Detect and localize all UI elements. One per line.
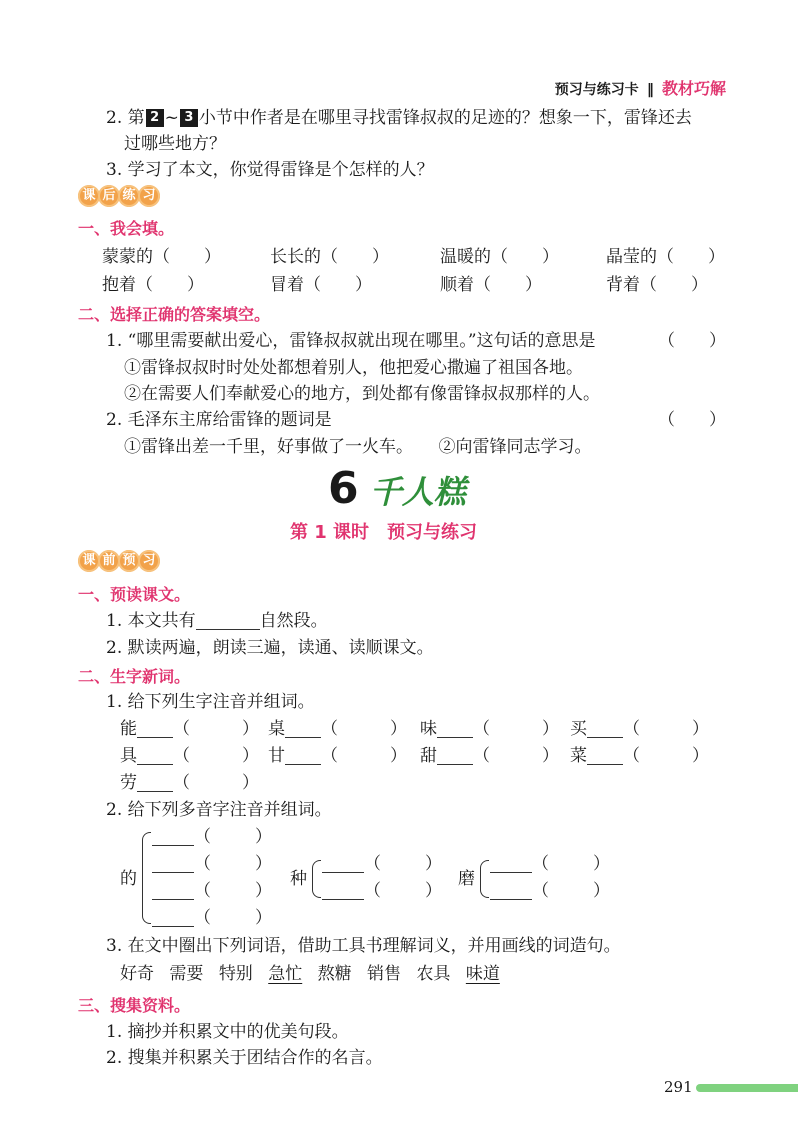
char-item[interactable]: 买 （ ） bbox=[570, 719, 709, 739]
poly-char: 的 bbox=[120, 869, 137, 889]
poly-entry[interactable]: （ ） bbox=[152, 907, 272, 929]
fill-item[interactable]: 抱着（ ） bbox=[102, 275, 204, 295]
part-3-title: 三、搜集资料。 bbox=[78, 996, 191, 1015]
char-item[interactable]: 甘 （ ） bbox=[268, 746, 407, 766]
poly-char: 磨 bbox=[458, 869, 475, 889]
word: 需要 bbox=[169, 964, 204, 984]
word-underlined: 味道 bbox=[465, 964, 500, 984]
after-class-tag: 课 后 练 习 bbox=[78, 184, 158, 208]
part-2-line2: 2. 给下列多音字注音并组词。 bbox=[106, 800, 332, 820]
word: 农具 bbox=[416, 964, 451, 984]
brace bbox=[142, 832, 151, 924]
part-3-line2: 2. 搜集并积累关于团结合作的名言。 bbox=[106, 1048, 383, 1068]
part-1-title: 一、预读课文。 bbox=[78, 585, 191, 604]
poly-entry[interactable]: （ ） bbox=[322, 880, 442, 902]
char-item[interactable]: 具 （ ） bbox=[120, 746, 259, 766]
char-item[interactable]: 劳 （ ） bbox=[120, 773, 259, 793]
question-2: 2. 第 2 ~ 3 小节中作者是在哪里寻找雷锋叔叔的足迹的？想象一下，雷锋还去 bbox=[106, 108, 692, 128]
word-list bbox=[120, 963, 500, 985]
part-2-line3: 3. 在文中圈出下列词语，借助工具书理解词义，并用画线的词造句。 bbox=[106, 936, 621, 956]
char-item[interactable]: 能 （ ） bbox=[120, 719, 259, 739]
word: 特别 bbox=[218, 964, 253, 984]
word-underlined: 急忙 bbox=[268, 964, 303, 984]
header-right: 教材巧解 bbox=[661, 79, 726, 98]
part-2-line1: 1. 给下列生字注音并组词。 bbox=[106, 692, 315, 712]
header-separator: ‖ bbox=[646, 82, 654, 98]
answer-paren[interactable]: （ ） bbox=[658, 331, 726, 351]
choice-q2-options: ①雷锋出差一千里，好事做了一火车。 ②向雷锋同志学习。 bbox=[124, 437, 592, 457]
question-2-line2: 过哪些地方？ bbox=[124, 134, 226, 154]
char-item[interactable]: 甜 （ ） bbox=[420, 746, 559, 766]
choice-q1-option1: ①雷锋叔叔时时处处都想着别人，他把爱心撒遍了祖国各地。 bbox=[124, 358, 583, 378]
word: 熬糖 bbox=[317, 964, 352, 984]
brace bbox=[480, 860, 489, 898]
fill-item[interactable]: 冒着（ ） bbox=[270, 275, 372, 295]
poly-char: 种 bbox=[290, 869, 307, 889]
poly-entry[interactable]: （ ） bbox=[152, 826, 272, 848]
fill-item[interactable]: 背着（ ） bbox=[606, 275, 708, 295]
poly-entry[interactable]: （ ） bbox=[490, 853, 610, 875]
answer-paren[interactable]: （ ） bbox=[658, 410, 726, 430]
lesson-title bbox=[328, 463, 466, 514]
choice-q1: 1. “哪里需要献出爱心，雷锋叔叔就出现在哪里。”这句话的意思是 bbox=[106, 331, 596, 351]
fill-item[interactable]: 温暖的（ ） bbox=[440, 247, 559, 267]
header-left: 预习与练习卡 bbox=[554, 82, 639, 98]
char-item[interactable]: 桌 （ ） bbox=[268, 719, 407, 739]
badge-2: 2 bbox=[146, 109, 164, 127]
part-2-title: 二、生字新词。 bbox=[78, 667, 191, 686]
badge-3: 3 bbox=[180, 109, 198, 127]
part-3-line1: 1. 摘抄并积累文中的优美句段。 bbox=[106, 1022, 349, 1042]
word: 好奇 bbox=[120, 964, 154, 984]
section-2-title: 二、选择正确的答案填空。 bbox=[78, 305, 271, 324]
choice-q1-option2: ②在需要人们奉献爱心的地方，到处都有像雷锋叔叔那样的人。 bbox=[124, 384, 600, 404]
fill-item[interactable]: 长长的（ ） bbox=[270, 247, 389, 267]
poly-entry[interactable]: （ ） bbox=[152, 853, 272, 875]
lesson-subtitle: 第 1 课时 预习与练习 bbox=[290, 522, 478, 543]
lesson-number: 6 bbox=[328, 463, 359, 514]
part-1-line1: 1. 本文共有 自然段。 bbox=[106, 611, 328, 631]
word: 销售 bbox=[367, 964, 402, 984]
page-bar bbox=[696, 1084, 798, 1092]
char-item[interactable]: 菜 （ ） bbox=[570, 746, 709, 766]
char-item[interactable]: 味 （ ） bbox=[420, 719, 559, 739]
lesson-name: 千人糕 bbox=[369, 473, 466, 511]
answer-blank[interactable] bbox=[196, 611, 260, 630]
fill-item[interactable]: 蒙蒙的（ ） bbox=[102, 247, 221, 267]
fill-item[interactable]: 晶莹的（ ） bbox=[606, 247, 725, 267]
section-1-title: 一、我会填。 bbox=[78, 219, 175, 238]
poly-entry[interactable]: （ ） bbox=[490, 880, 610, 902]
brace bbox=[312, 860, 321, 898]
question-3: 3. 学习了本文，你觉得雷锋是个怎样的人？ bbox=[106, 160, 434, 180]
fill-item[interactable]: 顺着（ ） bbox=[440, 275, 542, 295]
pre-class-tag: 课 前 预 习 bbox=[78, 549, 158, 573]
choice-q2: 2. 毛泽东主席给雷锋的题词是 bbox=[106, 410, 332, 430]
poly-entry[interactable]: （ ） bbox=[322, 853, 442, 875]
header bbox=[555, 76, 726, 99]
part-1-line2: 2. 默读两遍，朗读三遍，读通、读顺课文。 bbox=[106, 638, 434, 658]
poly-entry[interactable]: （ ） bbox=[152, 880, 272, 902]
page-number: 291 bbox=[664, 1078, 693, 1096]
